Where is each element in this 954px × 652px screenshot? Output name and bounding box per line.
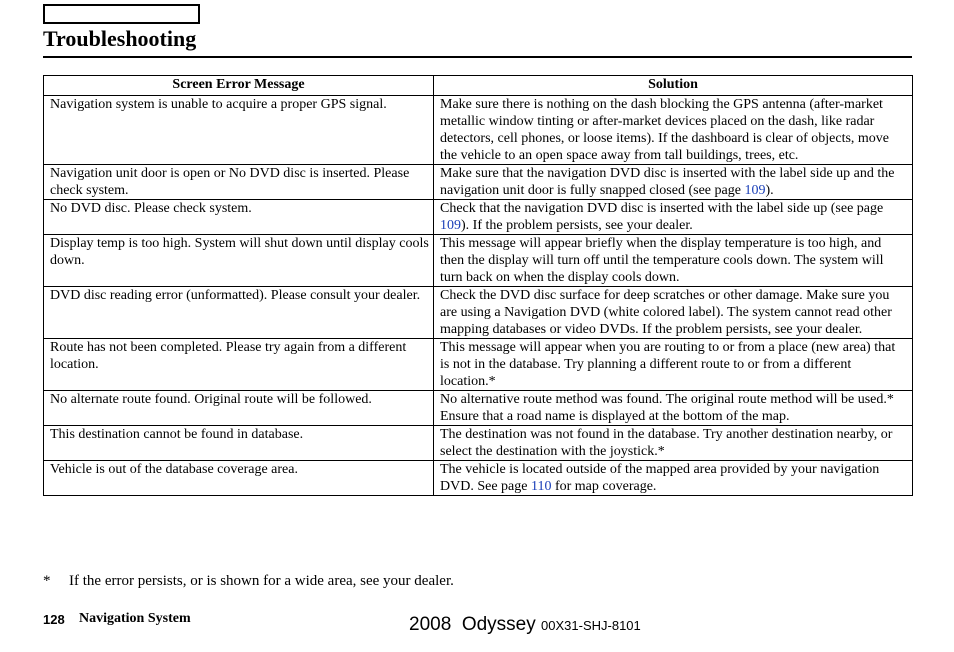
solution-text: ). If the problem persists, see your dealer. — [461, 218, 693, 233]
column-header-solution: Solution — [434, 76, 913, 96]
solution-cell — [434, 200, 913, 235]
section-tab-box — [43, 4, 200, 24]
page-109-link[interactable]: 109 — [440, 218, 461, 233]
table-row — [44, 96, 913, 165]
model-name: 2008 Odyssey — [409, 614, 536, 635]
error-message-cell: Vehicle is out of the database coverage area. — [44, 461, 434, 496]
error-message-cell: Navigation system is unable to acquire a proper GPS signal. — [44, 96, 434, 165]
error-message-cell: Navigation unit door is open or No DVD disc is inserted. Please check system. — [44, 165, 434, 200]
table-header-row — [44, 76, 913, 96]
section-name: Navigation System — [79, 611, 191, 626]
table-row — [44, 339, 913, 391]
footnote-marker: * — [43, 573, 51, 589]
table-row — [44, 461, 913, 496]
table-row — [44, 287, 913, 339]
page-number: 128 — [43, 612, 65, 627]
error-message-cell: Display temp is too high. System will shut down until display cools down. — [44, 235, 434, 287]
solution-text: Make sure that the navigation DVD disc is inserted with the label side up and the navigation unit door is fully snapped closed (see page — [440, 166, 895, 198]
error-message-cell: No DVD disc. Please check system. — [44, 200, 434, 235]
error-message-cell: Route has not been completed. Please try again from a different location. — [44, 339, 434, 391]
error-message-table — [43, 75, 913, 496]
footnote — [43, 572, 454, 590]
solution-text: for map coverage. — [551, 479, 657, 494]
page-109-link[interactable]: 109 — [744, 183, 766, 198]
page-110-link[interactable]: 110 — [530, 479, 552, 494]
solution-cell: Make sure there is nothing on the dash blocking the GPS antenna (after-market metallic window tinting or after-market devices placed on the dash, like radar detectors, cell phones, or loose items). If the dashboard is clear of objects, move the vehicle to an open space away from tall buildings, trees, etc. — [434, 96, 913, 165]
error-message-cell: DVD disc reading error (unformatted). Please consult your dealer. — [44, 287, 434, 339]
solution-text: ). — [765, 183, 774, 198]
page-title: Troubleshooting — [43, 26, 197, 51]
solution-extra-text: Ensure that a road name is displayed at the bottom of the map. — [440, 409, 790, 424]
table-row — [44, 200, 913, 235]
solution-text: The vehicle is located outside of the mapped area provided by your navigation DVD. See page — [440, 462, 880, 494]
solution-text: Check that the navigation DVD disc is inserted with the label side up (see page — [440, 201, 884, 216]
error-message-cell: This destination cannot be found in database. — [44, 426, 434, 461]
solution-cell: Check the DVD disc surface for deep scratches or other damage. Make sure you are using a Navigation DVD (white colored label). The system cannot read other mapping databases or video DVDs. If the problem persists, see your dealer. — [434, 287, 913, 339]
title-divider — [43, 56, 912, 58]
footnote-text: If the error persists, or is shown for a wide area, see your dealer. — [69, 573, 454, 589]
table-row — [44, 165, 913, 200]
document-code: 00X31-SHJ-8101 — [541, 618, 641, 633]
solution-cell: The destination was not found in the database. Try another destination nearby, or select the destination with the joystick.* — [434, 426, 913, 461]
error-message-cell: No alternate route found. Original route will be followed. — [44, 391, 434, 426]
solution-text: No alternative route method was found. The original route method will be used.* — [440, 392, 894, 407]
solution-cell — [434, 391, 913, 426]
solution-cell — [434, 461, 913, 496]
solution-cell: This message will appear briefly when the display temperature is too high, and then the display will turn off until the temperature cools down. The system will turn back on when the display cools down. — [434, 235, 913, 287]
solution-cell — [434, 165, 913, 200]
table-row — [44, 426, 913, 461]
solution-cell: This message will appear when you are routing to or from a place (new area) that is not in the database. Try planning a different route to or from a different location.* — [434, 339, 913, 391]
table-row — [44, 235, 913, 287]
table-row — [44, 391, 913, 426]
model-footer — [409, 614, 641, 636]
column-header-message: Screen Error Message — [44, 76, 434, 96]
